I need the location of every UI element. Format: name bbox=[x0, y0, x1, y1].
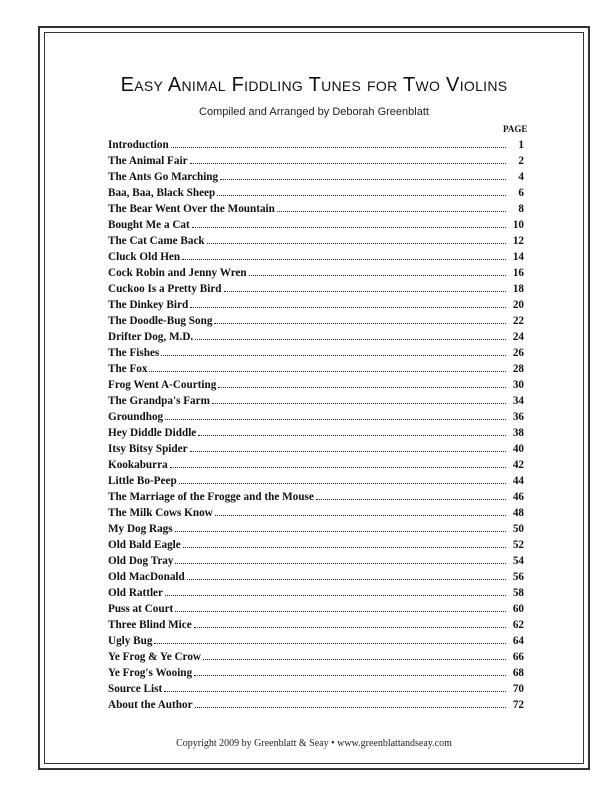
toc-entry-page: 60 bbox=[512, 603, 524, 615]
toc-entry-page: 58 bbox=[512, 587, 524, 599]
dot-leader bbox=[207, 232, 506, 244]
toc-entry-page: 18 bbox=[512, 283, 524, 295]
toc-entry-page: 44 bbox=[512, 475, 524, 487]
toc-entry-title: Groundhog bbox=[108, 411, 164, 423]
toc-entry-page: 34 bbox=[512, 395, 524, 407]
toc-entry-page: 2 bbox=[518, 155, 524, 167]
toc-entry-title: The Cat Came Back bbox=[108, 235, 205, 247]
toc-entry-page: 20 bbox=[512, 299, 524, 311]
toc-entry-title: Three Blind Mice bbox=[108, 619, 192, 631]
dot-leader bbox=[224, 280, 506, 292]
toc-entry-title: The Fox bbox=[108, 363, 148, 375]
toc-entry-title: Puss at Court bbox=[108, 603, 174, 615]
toc-entry[interactable] bbox=[108, 328, 524, 344]
dot-leader bbox=[217, 184, 506, 196]
dot-leader bbox=[195, 328, 506, 340]
dot-leader bbox=[190, 440, 506, 452]
toc-entry-page: 8 bbox=[518, 203, 524, 215]
toc-entry-page: 64 bbox=[512, 635, 524, 647]
toc-entry-page: 1 bbox=[518, 139, 524, 151]
toc-entry-title: Cock Robin and Jenny Wren bbox=[108, 267, 247, 279]
toc-entry-title: My Dog Rags bbox=[108, 523, 173, 535]
dot-leader bbox=[215, 504, 506, 516]
toc-entry[interactable] bbox=[108, 616, 524, 632]
toc-entry-page: 16 bbox=[512, 267, 524, 279]
dot-leader bbox=[149, 360, 506, 372]
toc-entry[interactable] bbox=[108, 136, 524, 152]
toc-entry[interactable] bbox=[108, 664, 524, 680]
dot-leader bbox=[175, 520, 506, 532]
toc-entry-page: 38 bbox=[512, 427, 524, 439]
toc-entry-title: Frog Went A-Courting bbox=[108, 379, 217, 391]
toc-entry-page: 54 bbox=[512, 555, 524, 567]
toc-entry[interactable] bbox=[108, 520, 524, 536]
toc-entry-title: Introduction bbox=[108, 139, 169, 151]
dot-leader bbox=[192, 216, 506, 228]
dot-leader bbox=[194, 664, 506, 676]
toc-entry-page: 48 bbox=[512, 507, 524, 519]
toc-entry-page: 24 bbox=[512, 331, 524, 343]
toc-entry-title: The Ants Go Marching bbox=[108, 171, 219, 183]
toc-entry-title: The Milk Cows Know bbox=[108, 507, 213, 519]
toc-entry-title: The Animal Fair bbox=[108, 155, 188, 167]
dot-leader bbox=[195, 696, 506, 708]
toc-entry-title: Baa, Baa, Black Sheep bbox=[108, 187, 216, 199]
toc-entry-page: 66 bbox=[512, 651, 524, 663]
toc-entry-title: Old Rattler bbox=[108, 587, 163, 599]
toc-entry[interactable] bbox=[108, 312, 524, 328]
dot-leader bbox=[164, 680, 506, 692]
toc-entry-title: Hey Diddle Diddle bbox=[108, 427, 197, 439]
toc-entry[interactable] bbox=[108, 296, 524, 312]
toc-entry[interactable] bbox=[108, 392, 524, 408]
dot-leader bbox=[175, 552, 506, 564]
toc-entry-page: 72 bbox=[512, 699, 524, 711]
toc-entry-page: 52 bbox=[512, 539, 524, 551]
toc-entry[interactable] bbox=[108, 536, 524, 552]
toc-entry-page: 40 bbox=[512, 443, 524, 455]
toc-entry-page: 36 bbox=[512, 411, 524, 423]
dot-leader bbox=[212, 392, 506, 404]
toc-entry[interactable] bbox=[108, 376, 524, 392]
toc-entry-title: About the Author bbox=[108, 699, 193, 711]
dot-leader bbox=[170, 456, 506, 468]
dot-leader bbox=[190, 296, 506, 308]
toc-entry-title: Bought Me a Cat bbox=[108, 219, 190, 231]
toc-entry[interactable] bbox=[108, 504, 524, 520]
toc-entry-page: 70 bbox=[512, 683, 524, 695]
toc-entry[interactable] bbox=[108, 632, 524, 648]
toc-entry-title: The Dinkey Bird bbox=[108, 299, 189, 311]
dot-leader bbox=[220, 168, 506, 180]
toc-entry-title: Cuckoo Is a Pretty Bird bbox=[108, 283, 222, 295]
toc-entry[interactable] bbox=[108, 264, 524, 280]
toc-entry-title: The Fishes bbox=[108, 347, 160, 359]
dot-leader bbox=[194, 616, 506, 628]
dot-leader bbox=[316, 488, 506, 500]
dot-leader bbox=[182, 248, 506, 260]
page-title: Easy Animal Fiddling Tunes for Two Violins bbox=[120, 74, 508, 96]
dot-leader bbox=[179, 472, 506, 484]
page-subtitle: Compiled and Arranged by Deborah Greenblatt bbox=[199, 106, 429, 118]
toc-entry-title: Ye Frog & Ye Crow bbox=[108, 651, 201, 663]
toc-entry-page: 62 bbox=[512, 619, 524, 631]
dot-leader bbox=[175, 600, 506, 612]
toc-entry[interactable] bbox=[108, 232, 524, 248]
toc-entry-title: Little Bo-Peep bbox=[108, 475, 177, 487]
toc-entry-page: 30 bbox=[512, 379, 524, 391]
toc-entry[interactable] bbox=[108, 568, 524, 584]
toc-entry-title: Cluck Old Hen bbox=[108, 251, 181, 263]
dot-leader bbox=[187, 568, 506, 580]
page-column-label: PAGE bbox=[503, 124, 528, 134]
toc-entry[interactable] bbox=[108, 216, 524, 232]
toc-entry-page: 12 bbox=[512, 235, 524, 247]
toc-entry[interactable] bbox=[108, 344, 524, 360]
toc-entry-page: 28 bbox=[512, 363, 524, 375]
dot-leader bbox=[249, 264, 506, 276]
toc-entry-title: Itsy Bitsy Spider bbox=[108, 443, 188, 455]
dot-leader bbox=[198, 424, 506, 436]
toc-entry-page: 68 bbox=[512, 667, 524, 679]
toc-entry[interactable] bbox=[108, 680, 524, 696]
toc-entry-title: Old Bald Eagle bbox=[108, 539, 181, 551]
dot-leader bbox=[171, 136, 506, 148]
toc-entry-title: The Doodle-Bug Song bbox=[108, 315, 213, 327]
toc-entry-page: 26 bbox=[512, 347, 524, 359]
toc-entry[interactable] bbox=[108, 200, 524, 216]
copyright-footer: Copyright 2009 by Greenblatt & Seay • www.greenblattandseay.com bbox=[176, 738, 452, 749]
toc-entry-page: 46 bbox=[512, 491, 524, 503]
toc-entry[interactable] bbox=[108, 488, 524, 504]
toc-entry[interactable] bbox=[108, 280, 524, 296]
dot-leader bbox=[190, 152, 506, 164]
toc-entry-title: The Marriage of the Frogge and the Mouse bbox=[108, 491, 314, 503]
toc-entry-page: 10 bbox=[512, 219, 524, 231]
dot-leader bbox=[203, 648, 506, 660]
toc-entry-page: 56 bbox=[512, 571, 524, 583]
toc-entry-page: 42 bbox=[512, 459, 524, 471]
toc-entry[interactable] bbox=[108, 360, 524, 376]
toc-entry-title: Ugly Bug bbox=[108, 635, 153, 647]
toc-entry-title: The Bear Went Over the Mountain bbox=[108, 203, 275, 215]
toc-entry[interactable] bbox=[108, 248, 524, 264]
toc-entry[interactable] bbox=[108, 696, 524, 712]
toc-entry[interactable] bbox=[108, 584, 524, 600]
dot-leader bbox=[154, 632, 506, 644]
dot-leader bbox=[183, 536, 506, 548]
toc-entry[interactable] bbox=[108, 472, 524, 488]
toc-entry[interactable] bbox=[108, 168, 524, 184]
table-of-contents bbox=[108, 136, 524, 712]
toc-entry[interactable] bbox=[108, 424, 524, 440]
toc-entry-page: 22 bbox=[512, 315, 524, 327]
toc-entry-page: 4 bbox=[518, 171, 524, 183]
toc-entry-page: 50 bbox=[512, 523, 524, 535]
toc-entry-page: 6 bbox=[518, 187, 524, 199]
toc-entry[interactable] bbox=[108, 152, 524, 168]
dot-leader bbox=[218, 376, 506, 388]
toc-entry-title: Old MacDonald bbox=[108, 571, 185, 583]
dot-leader bbox=[277, 200, 506, 212]
toc-entry[interactable] bbox=[108, 600, 524, 616]
toc-entry[interactable] bbox=[108, 408, 524, 424]
dot-leader bbox=[165, 584, 506, 596]
toc-entry-title: Ye Frog's Wooing bbox=[108, 667, 193, 679]
toc-entry[interactable] bbox=[108, 648, 524, 664]
toc-entry[interactable] bbox=[108, 440, 524, 456]
toc-entry-title: Old Dog Tray bbox=[108, 555, 174, 567]
toc-entry-page: 14 bbox=[512, 251, 524, 263]
dot-leader bbox=[165, 408, 506, 420]
toc-entry-title: Drifter Dog, M.D. bbox=[108, 331, 194, 343]
toc-entry[interactable] bbox=[108, 456, 524, 472]
dot-leader bbox=[161, 344, 506, 356]
toc-entry-title: Source List bbox=[108, 683, 163, 695]
dot-leader bbox=[214, 312, 506, 324]
toc-entry-title: Kookaburra bbox=[108, 459, 168, 471]
toc-entry[interactable] bbox=[108, 184, 524, 200]
toc-entry[interactable] bbox=[108, 552, 524, 568]
toc-entry-title: The Grandpa's Farm bbox=[108, 395, 210, 407]
